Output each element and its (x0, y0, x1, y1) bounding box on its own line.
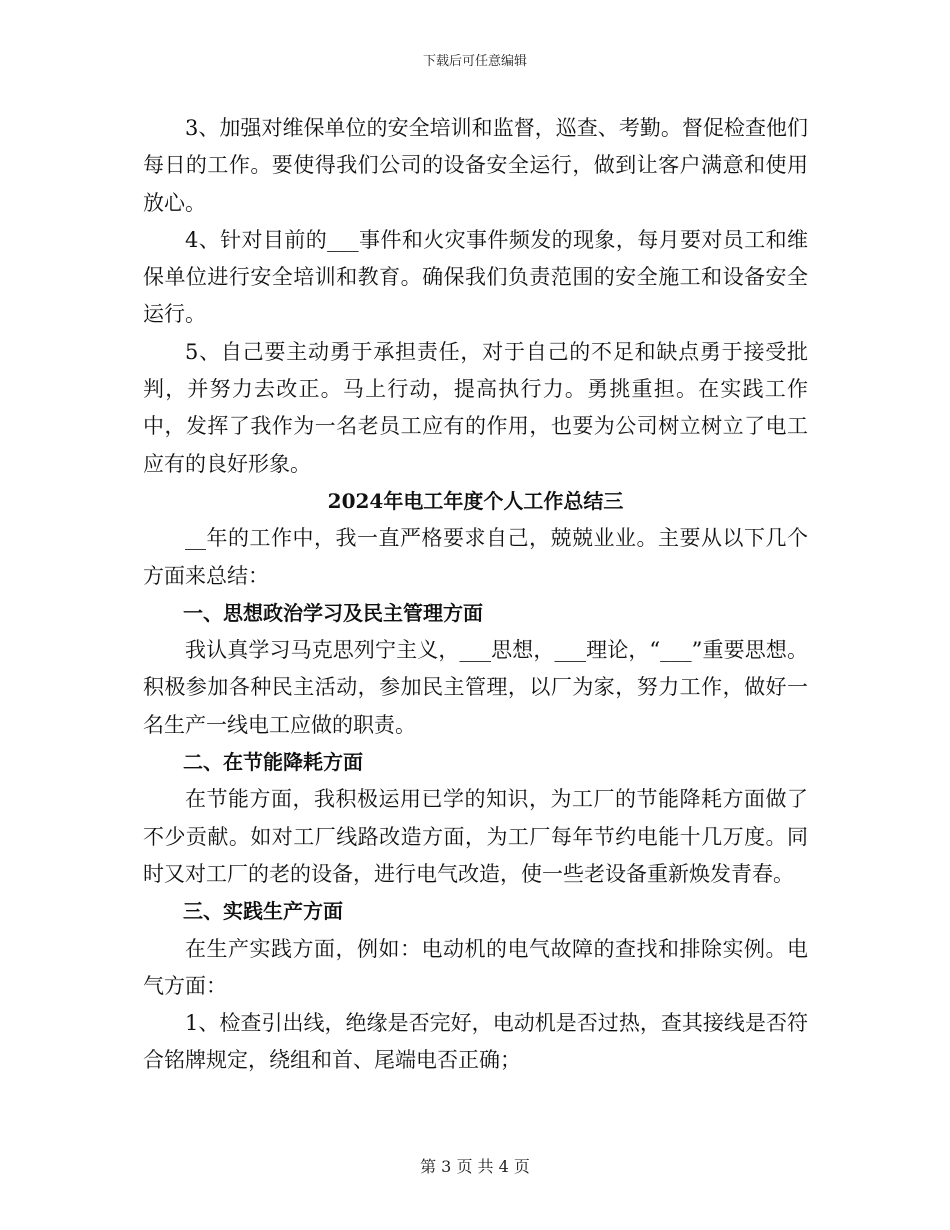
heading-production-practice: 三、实践生产方面 (183, 899, 343, 924)
page-footer: 第 3 页 共 4 页 (420, 1157, 530, 1176)
heading-political-study: 一、思想政治学习及民主管理方面 (183, 600, 483, 625)
section-title: 2024年电工年度个人工作总结三 (327, 488, 624, 513)
paragraph-item-5: 5、自己要主动勇于承担责任，对于自己的不足和缺点勇于接受批判，并努力去改正。马上行动，提高执行力。勇挑重担。在实践工作中，发挥了我作为一名老员工应有的作用，也要为公司树立树立了电工应有的良好形象。 (143, 339, 808, 476)
paragraph-energy-saving: 在节能方面，我积极运用已学的知识，为工厂的节能降耗方面做了不少贡献。如对工厂线路改造方面，为工厂每年节约电能十几万度。同时又对工厂的老的设备，进行电气改造，使一些老设备重新焕发青春。 (143, 787, 808, 886)
paragraph-item-4: 4、针对目前的___事件和火灾事件频发的现象，每月要对员工和维保单位进行安全培训和教育。确保我们负责范围的安全施工和设备安全运行。 (143, 227, 808, 327)
paragraph-item-3: 3、加强对维保单位的安全培训和监督，巡查、考勤。督促检查他们每日的工作。要使得我们公司的设备安全运行，做到让客户满意和使用放心。 (143, 116, 808, 215)
paragraph-production-practice: 在生产实践方面，例如：电动机的电气故障的查找和排除实例。电气方面： (143, 936, 808, 998)
heading-energy-saving: 二、在节能降耗方面 (183, 750, 363, 775)
paragraph-intro: __年的工作中，我一直严格要求自己，兢兢业业。主要从以下几个方面来总结： (143, 526, 808, 588)
document-body (143, 110, 808, 1080)
paragraph-political-study: 我认真学习马克思列宁主义，___思想，___理论，“___”重要思想。积极参加各种民主活动，参加民主管理，以厂为家，努力工作，做好一名生产一线电工应做的职责。 (143, 638, 808, 737)
paragraph-check-leads: 1、检查引出线，绝缘是否完好，电动机是否过热，查其接线是否符合铭牌规定，绕组和首、尾端电否正确； (143, 1011, 808, 1073)
page-header: 下载后可任意编辑 (422, 54, 527, 69)
